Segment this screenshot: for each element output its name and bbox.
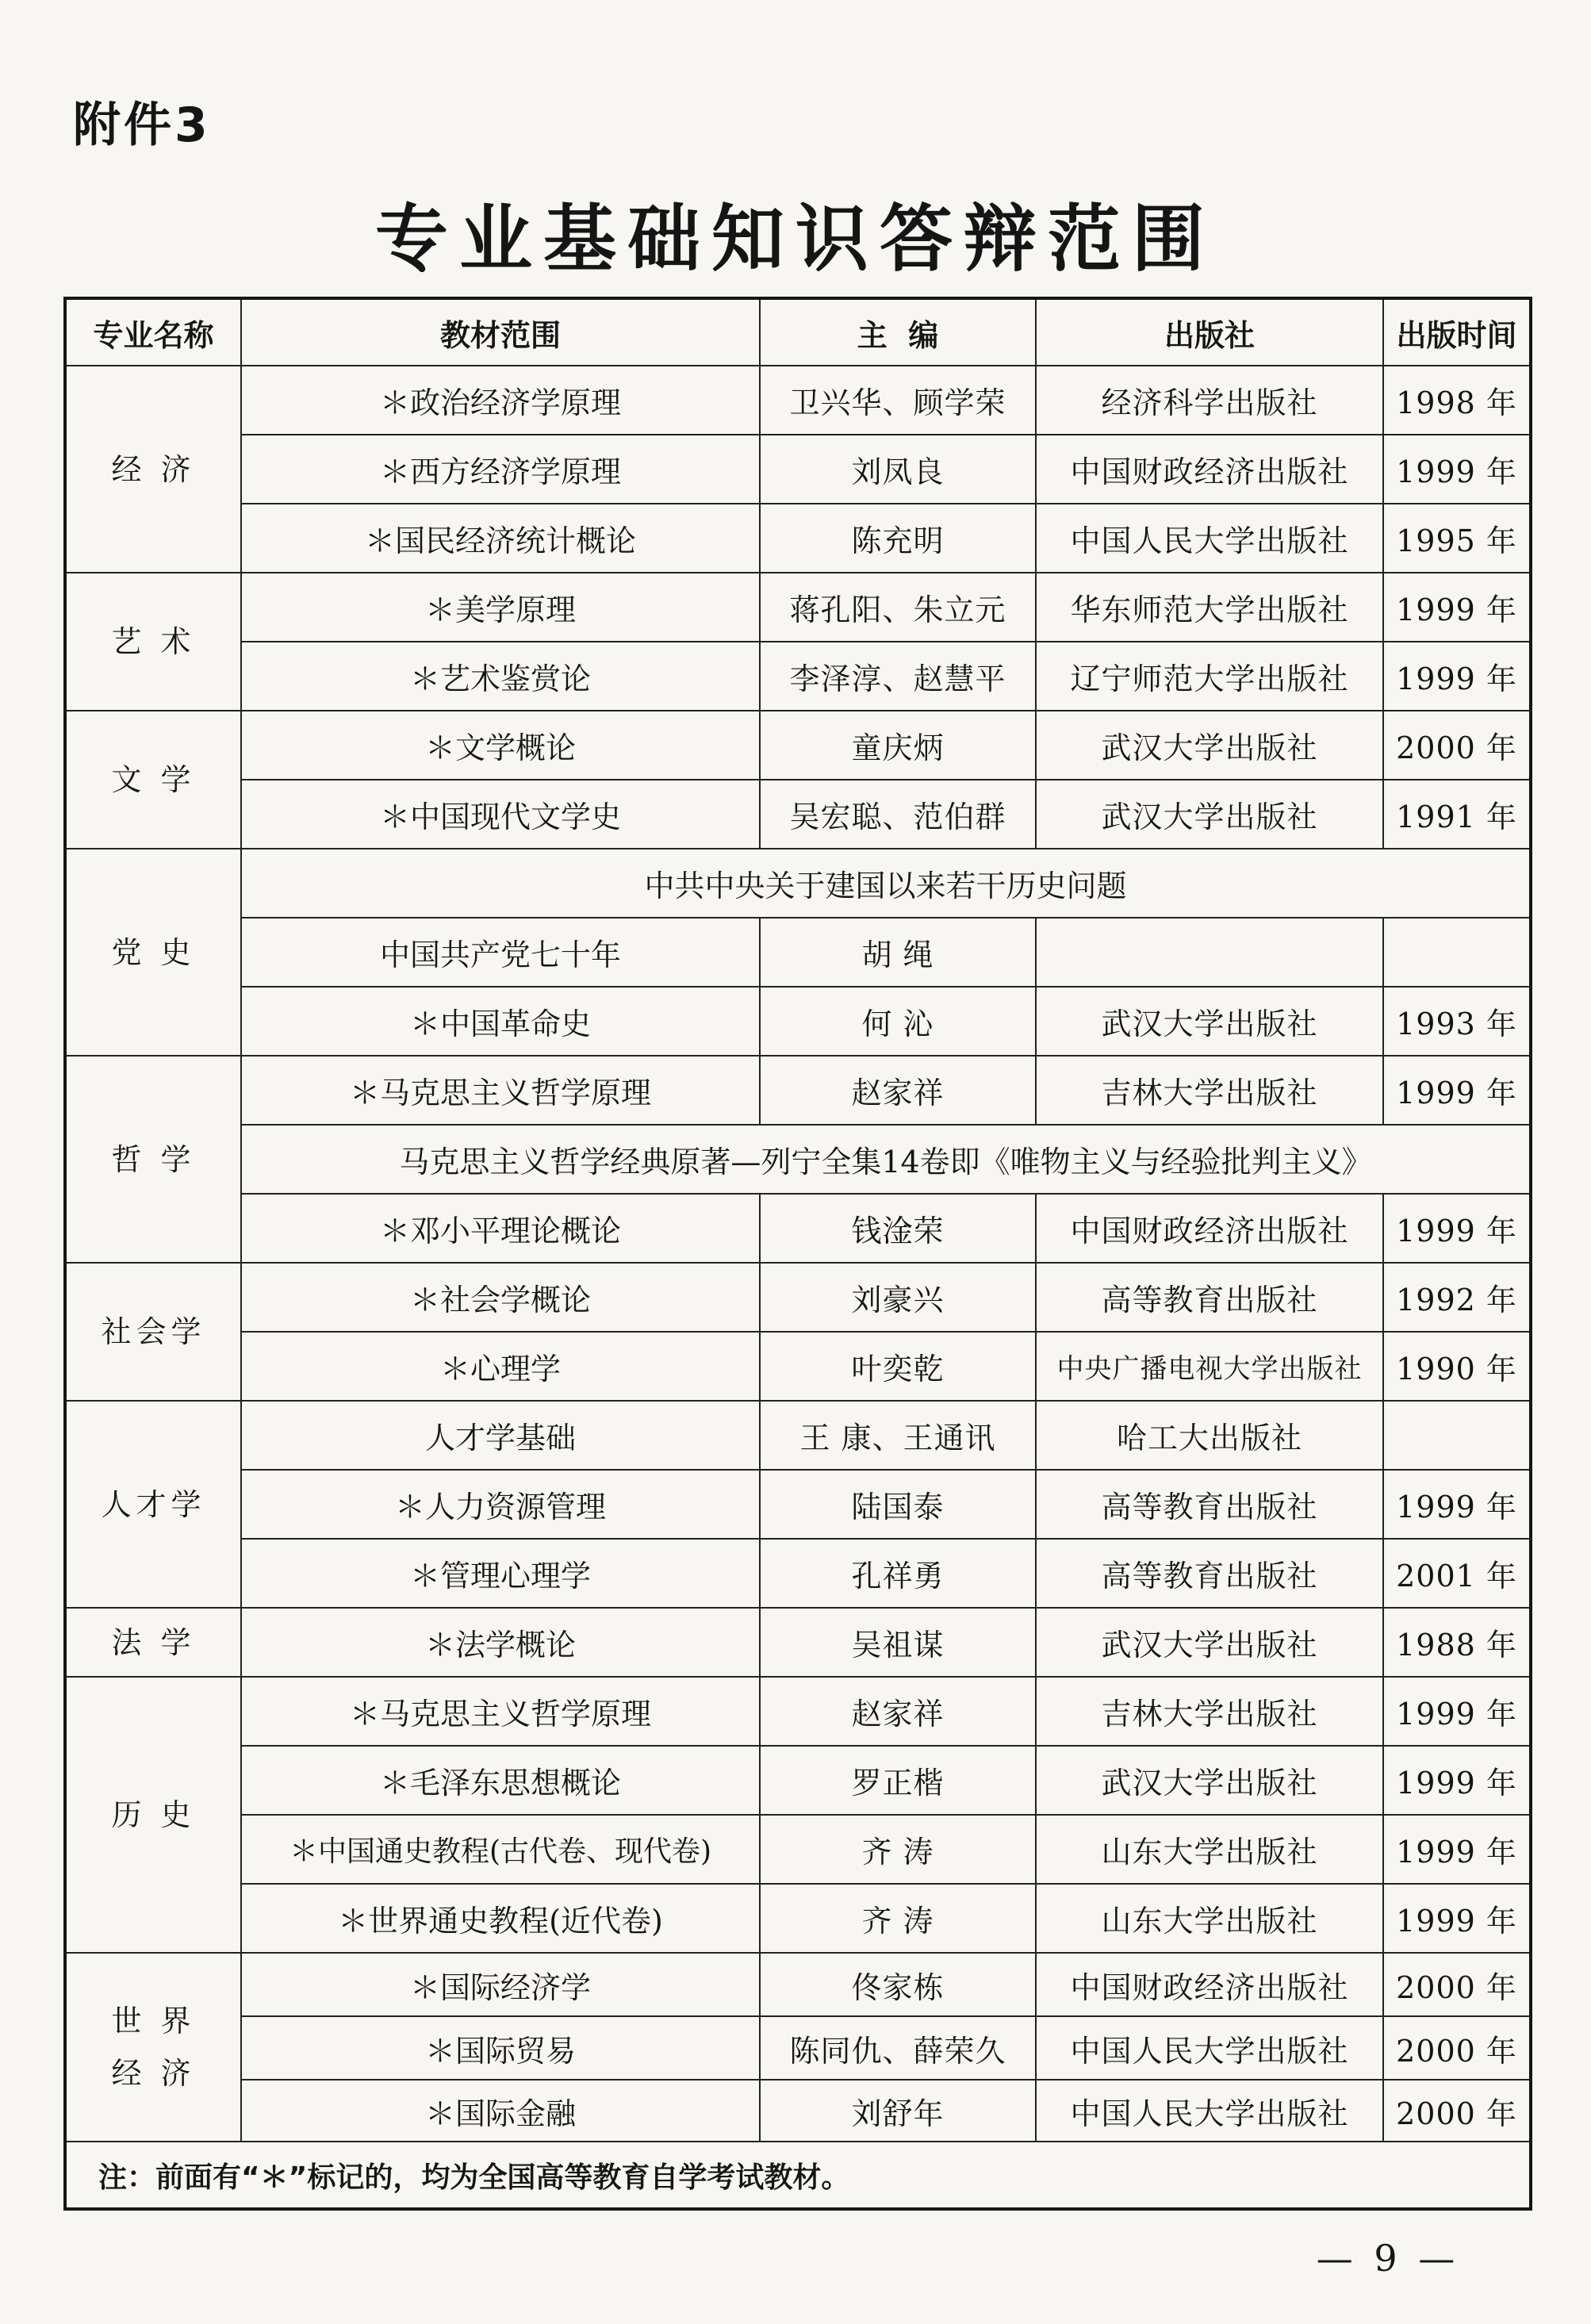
year-cell: 1988 年 xyxy=(1383,1608,1531,1677)
year-cell: 1999 年 xyxy=(1383,642,1531,711)
publisher-cell: 哈工大出版社 xyxy=(1036,1401,1383,1470)
book-cell: ＊人力资源管理 xyxy=(241,1470,760,1539)
publisher-cell: 中国财政经济出版社 xyxy=(1036,1953,1383,2016)
year-cell: 1990 年 xyxy=(1383,1332,1531,1401)
year-cell: 1998 年 xyxy=(1383,366,1531,435)
year-cell: 1999 年 xyxy=(1383,1677,1531,1746)
header-subject: 专业名称 xyxy=(65,298,241,366)
table-row xyxy=(65,1539,1531,1608)
table-row xyxy=(65,504,1531,573)
year-cell: 2000 年 xyxy=(1383,711,1531,780)
book-cell: ＊美学原理 xyxy=(241,573,760,642)
table-row xyxy=(65,2016,1531,2080)
year-cell xyxy=(1383,918,1531,987)
year-cell: 2000 年 xyxy=(1383,1953,1531,2016)
year-cell: 1992 年 xyxy=(1383,1263,1531,1332)
publisher-cell: 武汉大学出版社 xyxy=(1036,1746,1383,1815)
table-row xyxy=(65,1884,1531,1953)
table-row xyxy=(65,573,1531,642)
editor-cell: 胡 绳 xyxy=(760,918,1036,987)
book-cell: ＊艺术鉴赏论 xyxy=(241,642,760,711)
publisher-cell: 吉林大学出版社 xyxy=(1036,1677,1383,1746)
book-cell: ＊社会学概论 xyxy=(241,1263,760,1332)
book-cell: ＊世界通史教程(近代卷) xyxy=(241,1884,760,1953)
editor-cell: 齐 涛 xyxy=(760,1815,1036,1884)
subject-art: 艺 术 xyxy=(65,573,241,711)
book-cell: 中国共产党七十年 xyxy=(241,918,760,987)
table-row xyxy=(65,849,1531,918)
publisher-cell: 中国财政经济出版社 xyxy=(1036,435,1383,504)
header-year: 出版时间 xyxy=(1383,298,1531,366)
year-cell: 1999 年 xyxy=(1383,435,1531,504)
table-row xyxy=(65,1815,1531,1884)
editor-cell: 卫兴华、顾学荣 xyxy=(760,366,1036,435)
year-cell: 1999 年 xyxy=(1383,573,1531,642)
publisher-cell: 中央广播电视大学出版社 xyxy=(1036,1332,1383,1401)
table-row xyxy=(65,1746,1531,1815)
subject-philosophy: 哲 学 xyxy=(65,1056,241,1263)
editor-cell: 刘凤良 xyxy=(760,435,1036,504)
publisher-cell: 吉林大学出版社 xyxy=(1036,1056,1383,1125)
table-row xyxy=(65,987,1531,1056)
editor-cell: 何 沁 xyxy=(760,987,1036,1056)
publisher-cell: 高等教育出版社 xyxy=(1036,1470,1383,1539)
table-row xyxy=(65,1056,1531,1125)
publisher-cell: 武汉大学出版社 xyxy=(1036,711,1383,780)
textbook-table xyxy=(63,297,1532,2211)
editor-cell: 赵家祥 xyxy=(760,1677,1036,1746)
book-cell: 人才学基础 xyxy=(241,1401,760,1470)
book-cell: ＊法学概论 xyxy=(241,1608,760,1677)
publisher-cell: 中国人民大学出版社 xyxy=(1036,2080,1383,2142)
editor-cell: 齐 涛 xyxy=(760,1884,1036,1953)
header-editor: 主 编 xyxy=(760,298,1036,366)
book-cell-wide: 中共中央关于建国以来若干历史问题 xyxy=(241,849,1531,918)
book-cell: ＊政治经济学原理 xyxy=(241,366,760,435)
table-note: 注：前面有“＊”标记的，均为全国高等教育自学考试教材。 xyxy=(65,2142,1531,2209)
header-textbook: 教材范围 xyxy=(241,298,760,366)
editor-cell: 钱淦荣 xyxy=(760,1194,1036,1263)
year-cell: 2000 年 xyxy=(1383,2080,1531,2142)
publisher-cell: 武汉大学出版社 xyxy=(1036,1608,1383,1677)
publisher-cell xyxy=(1036,918,1383,987)
table-row xyxy=(65,1608,1531,1677)
editor-cell: 孔祥勇 xyxy=(760,1539,1036,1608)
publisher-cell: 高等教育出版社 xyxy=(1036,1539,1383,1608)
book-cell: ＊中国通史教程(古代卷、现代卷) xyxy=(241,1815,760,1884)
subject-party-history: 党 史 xyxy=(65,849,241,1056)
note-row xyxy=(65,2142,1531,2209)
attachment-label: 附件3 xyxy=(73,98,211,153)
editor-cell: 蒋孔阳、朱立元 xyxy=(760,573,1036,642)
book-cell: ＊国际经济学 xyxy=(241,1953,760,2016)
book-cell: ＊毛泽东思想概论 xyxy=(241,1746,760,1815)
table-row xyxy=(65,1953,1531,2016)
year-cell: 1993 年 xyxy=(1383,987,1531,1056)
year-cell: 1999 年 xyxy=(1383,1194,1531,1263)
table-row xyxy=(65,1194,1531,1263)
editor-cell: 佟家栋 xyxy=(760,1953,1036,2016)
subject-talent: 人才学 xyxy=(65,1401,241,1608)
page-title: 专业基础知识答辩范围 xyxy=(374,197,1216,282)
publisher-cell: 高等教育出版社 xyxy=(1036,1263,1383,1332)
publisher-cell: 武汉大学出版社 xyxy=(1036,780,1383,849)
table-row xyxy=(65,918,1531,987)
table-row xyxy=(65,1332,1531,1401)
table-row xyxy=(65,1401,1531,1470)
editor-cell: 赵家祥 xyxy=(760,1056,1036,1125)
editor-cell: 童庆炳 xyxy=(760,711,1036,780)
publisher-cell: 经济科学出版社 xyxy=(1036,366,1383,435)
editor-cell: 陈同仇、薛荣久 xyxy=(760,2016,1036,2080)
editor-cell: 王 康、王通讯 xyxy=(760,1401,1036,1470)
editor-cell: 李泽淳、赵慧平 xyxy=(760,642,1036,711)
table-row xyxy=(65,642,1531,711)
book-cell-wide: 马克思主义哲学经典原著—列宁全集14卷即《唯物主义与经验批判主义》 xyxy=(241,1125,1531,1194)
year-cell: 1995 年 xyxy=(1383,504,1531,573)
editor-cell: 罗正楷 xyxy=(760,1746,1036,1815)
book-cell: ＊中国革命史 xyxy=(241,987,760,1056)
book-cell: ＊管理心理学 xyxy=(241,1539,760,1608)
book-cell: ＊文学概论 xyxy=(241,711,760,780)
publisher-cell: 中国人民大学出版社 xyxy=(1036,2016,1383,2080)
year-cell: 1999 年 xyxy=(1383,1884,1531,1953)
year-cell: 2001 年 xyxy=(1383,1539,1531,1608)
year-cell: 1999 年 xyxy=(1383,1470,1531,1539)
year-cell: 1999 年 xyxy=(1383,1056,1531,1125)
table-row xyxy=(65,1125,1531,1194)
subject-sociology: 社会学 xyxy=(65,1263,241,1401)
year-cell: 2000 年 xyxy=(1383,2016,1531,2080)
book-cell: ＊国际贸易 xyxy=(241,2016,760,2080)
book-cell: ＊国民经济统计概论 xyxy=(241,504,760,573)
publisher-cell: 辽宁师范大学出版社 xyxy=(1036,642,1383,711)
publisher-cell: 中国财政经济出版社 xyxy=(1036,1194,1383,1263)
year-cell: 1999 年 xyxy=(1383,1746,1531,1815)
publisher-cell: 中国人民大学出版社 xyxy=(1036,504,1383,573)
year-cell xyxy=(1383,1401,1531,1470)
year-cell: 1999 年 xyxy=(1383,1815,1531,1884)
table-row xyxy=(65,2080,1531,2142)
table-row xyxy=(65,711,1531,780)
book-cell: ＊西方经济学原理 xyxy=(241,435,760,504)
subject-law: 法 学 xyxy=(65,1608,241,1677)
table-row xyxy=(65,435,1531,504)
editor-cell: 陈充明 xyxy=(760,504,1036,573)
editor-cell: 陆国泰 xyxy=(760,1470,1036,1539)
header-publisher: 出版社 xyxy=(1036,298,1383,366)
table-row xyxy=(65,780,1531,849)
editor-cell: 吴祖谋 xyxy=(760,1608,1036,1677)
table-row xyxy=(65,366,1531,435)
editor-cell: 吴宏聪、范伯群 xyxy=(760,780,1036,849)
editor-cell: 刘舒年 xyxy=(760,2080,1036,2142)
subject-history: 历 史 xyxy=(65,1677,241,1953)
table-row xyxy=(65,1470,1531,1539)
editor-cell: 刘豪兴 xyxy=(760,1263,1036,1332)
year-cell: 1991 年 xyxy=(1383,780,1531,849)
book-cell: ＊心理学 xyxy=(241,1332,760,1401)
publisher-cell: 山东大学出版社 xyxy=(1036,1884,1383,1953)
book-cell: ＊邓小平理论概论 xyxy=(241,1194,760,1263)
book-cell: ＊马克思主义哲学原理 xyxy=(241,1677,760,1746)
book-cell: ＊中国现代文学史 xyxy=(241,780,760,849)
book-cell: ＊马克思主义哲学原理 xyxy=(241,1056,760,1125)
subject-economics: 经 济 xyxy=(65,366,241,573)
table-row xyxy=(65,1677,1531,1746)
editor-cell: 叶奕乾 xyxy=(760,1332,1036,1401)
publisher-cell: 山东大学出版社 xyxy=(1036,1815,1383,1884)
publisher-cell: 武汉大学出版社 xyxy=(1036,987,1383,1056)
subject-literature: 文 学 xyxy=(65,711,241,849)
page-number: — 9 — xyxy=(1316,2237,1460,2280)
subject-world-economy: 世 界 经 济 xyxy=(65,1953,241,2142)
publisher-cell: 华东师范大学出版社 xyxy=(1036,573,1383,642)
table-header-row xyxy=(65,298,1531,366)
table-row xyxy=(65,1263,1531,1332)
book-cell: ＊国际金融 xyxy=(241,2080,760,2142)
